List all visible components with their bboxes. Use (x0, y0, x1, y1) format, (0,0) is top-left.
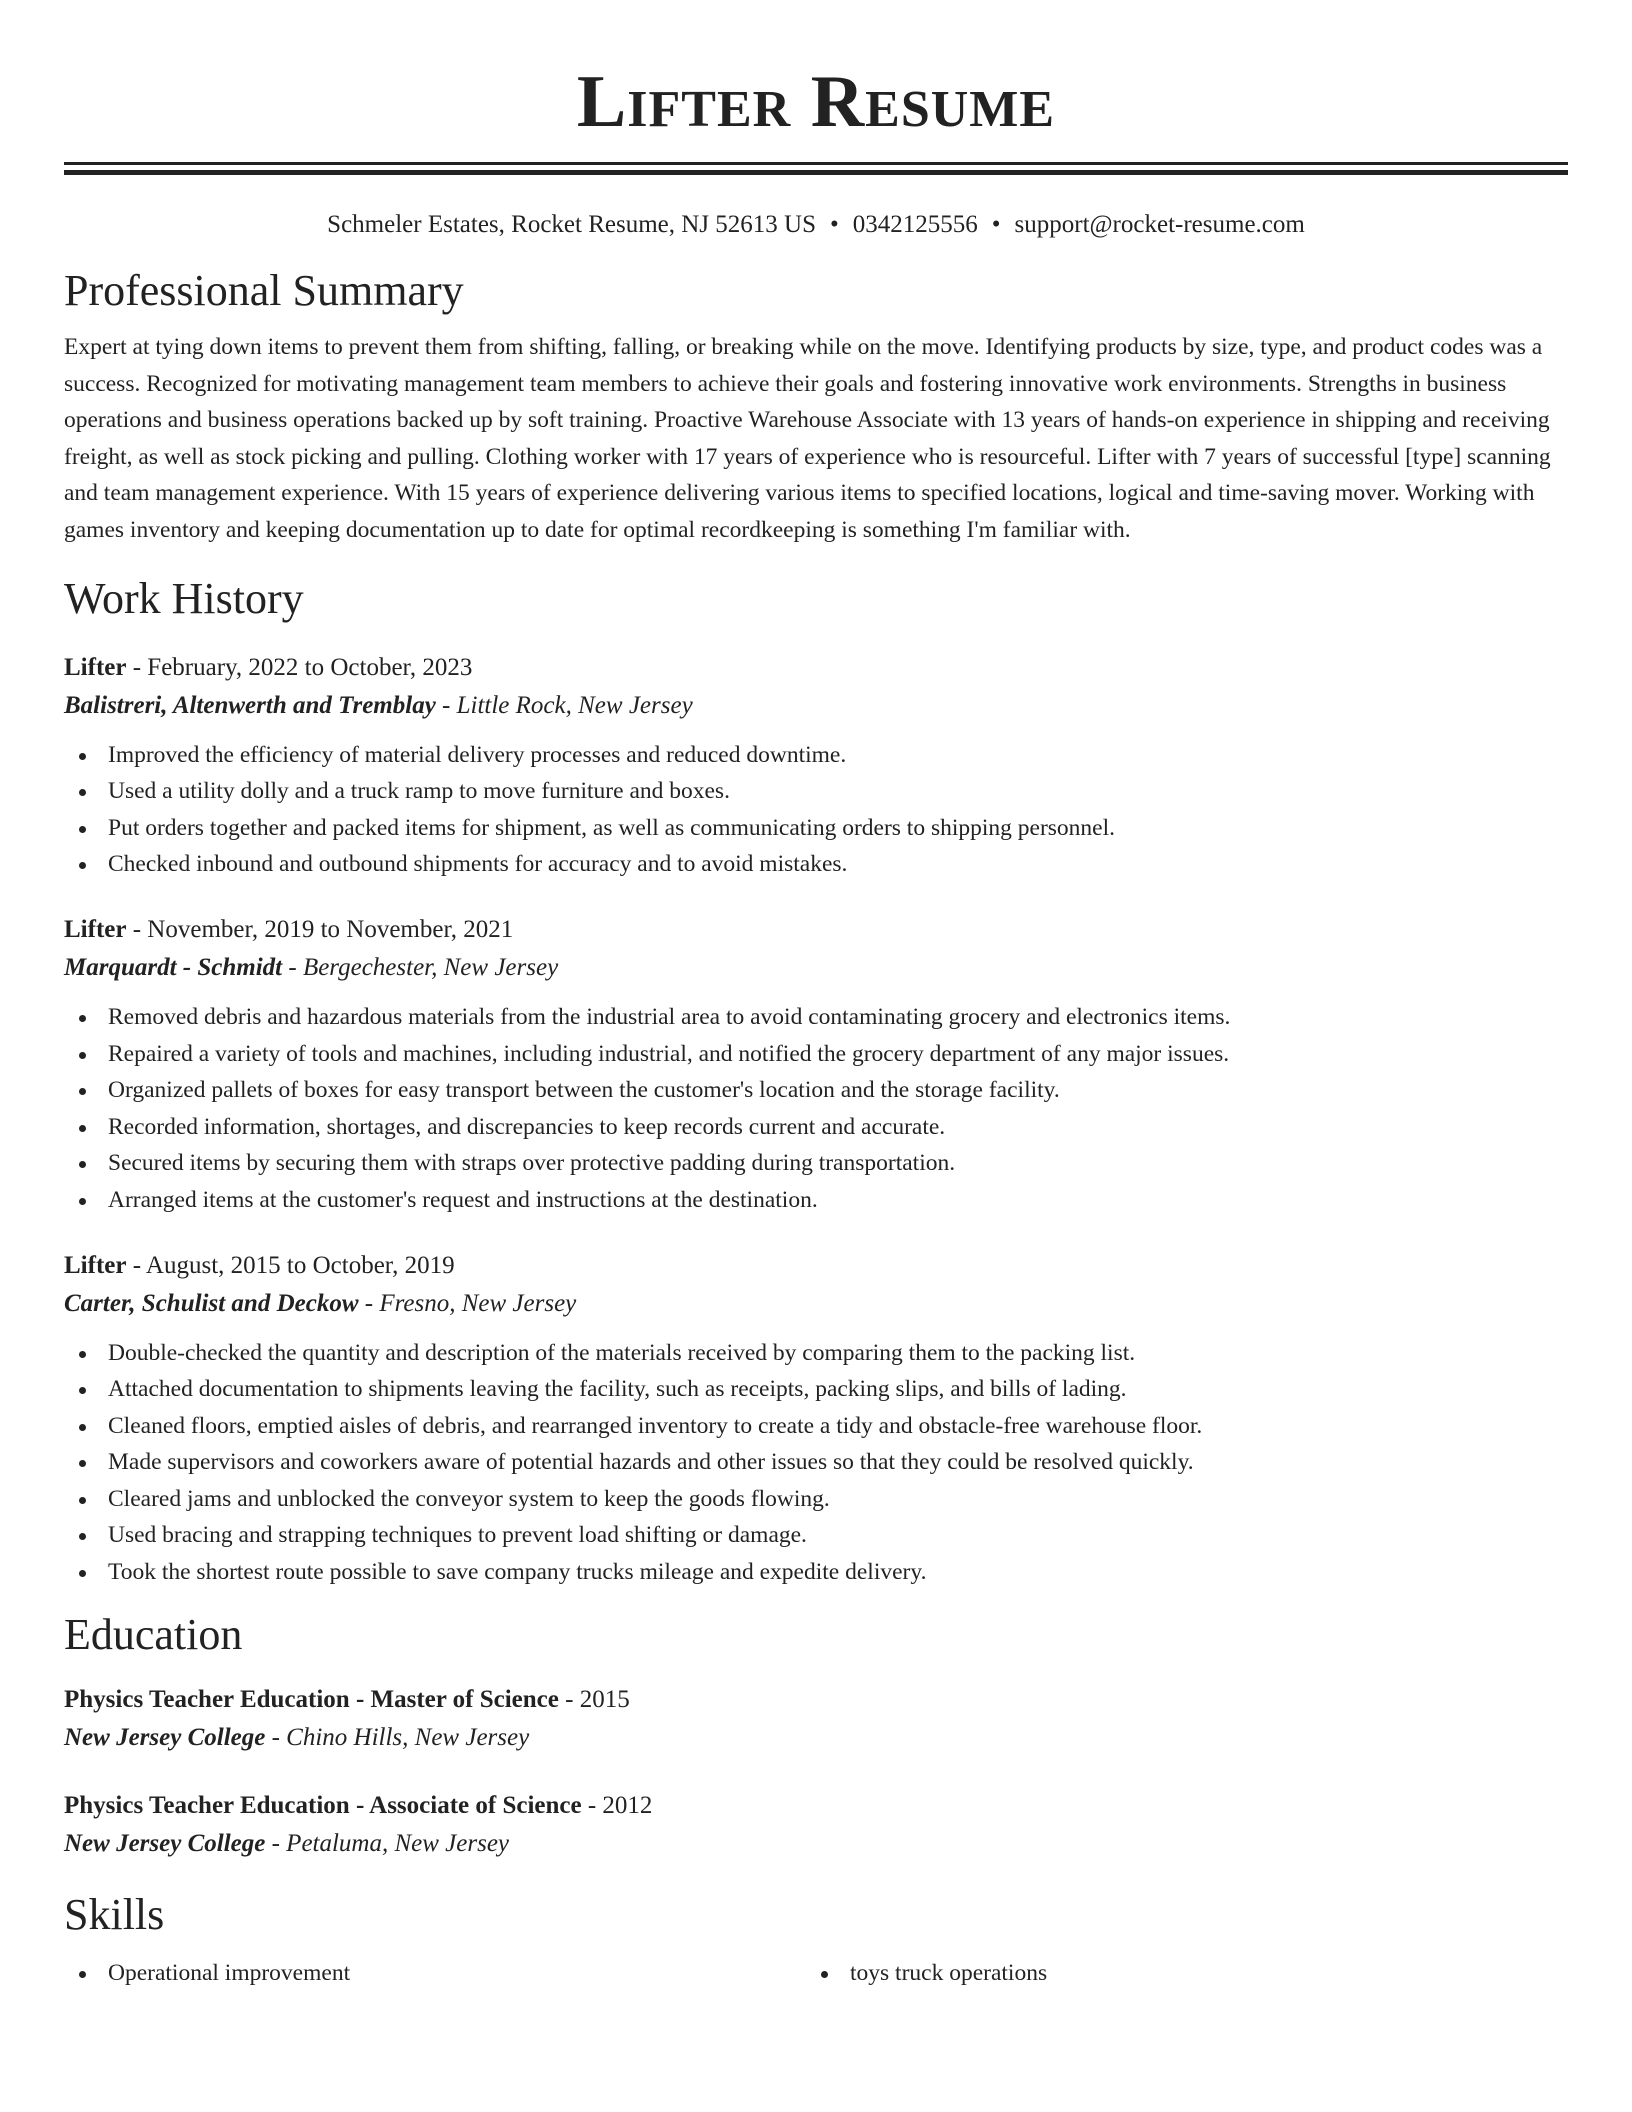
summary-text: Expert at tying down items to prevent them from shifting, falling, or breaking while on the move. Identifying products by size, type, and product codes was a success. Recognized for motivating management team members to achieve their goals and fostering innovative work environments. Strengths in business operations and business operations backed up by soft training. Proactive Warehouse Associate with 13 years of hands-on experience in shipping and receiving freight, as well as stock picking and pulling. Clothing worker with 17 years of experience who is resourceful. Lifter with 7 years of successful [type] scanning and team management experience. With 15 years of experience delivering various items to specified locations, logical and time-saving mover. Working with games inventory and keeping documentation up to date for optimal recordkeeping is something I'm familiar with. (64, 334, 1551, 543)
job-duty: Made supervisors and coworkers aware of potential hazards and other issues so that they could be resolved quickly. (64, 1444, 1568, 1481)
job-duty: Secured items by securing them with straps over protective padding during transportation. (64, 1145, 1568, 1182)
dash-separator: - (265, 1829, 287, 1857)
job-entry (64, 1247, 1568, 1591)
job-duty: Cleared jams and unblocked the conveyor system to keep the goods flowing. (64, 1481, 1568, 1518)
dash-separator: - (282, 953, 303, 981)
job-duty: Put orders together and packed items for shipment, as well as communicating orders to shipping personnel. (64, 810, 1568, 847)
job-duty: Attached documentation to shipments leaving the facility, such as receipts, packing slips, and bills of lading. (64, 1371, 1568, 1408)
job-title: Lifter (64, 653, 127, 681)
job-duties-list (64, 1335, 1568, 1591)
job-title: Lifter (64, 1251, 127, 1279)
resume-page (64, 0, 1568, 1991)
company-name: Carter, Schulist and Deckow (64, 1289, 359, 1317)
company-name: Balistreri, Altenwerth and Tremblay (64, 691, 436, 719)
job-duty: Organized pallets of boxes for easy transport between the customer's location and the storage facility. (64, 1072, 1568, 1109)
job-dates: August, 2015 to October, 2019 (145, 1251, 455, 1279)
edu-year: 2012 (602, 1791, 653, 1819)
contact-email: support@rocket-resume.com (1014, 211, 1305, 238)
contact-phone: 0342125556 (852, 211, 978, 238)
job-duty: Recorded information, shortages, and discrepancies to keep records current and accurate. (64, 1109, 1568, 1146)
school-line (64, 1825, 1568, 1863)
header-divider-thick (64, 170, 1568, 175)
skill-item: Operational improvement (64, 1955, 806, 1992)
dash-separator: - (126, 653, 148, 681)
job-duty: Used a utility dolly and a truck ramp to move furniture and boxes. (64, 773, 1568, 810)
job-duty: Double-checked the quantity and description of the materials received by comparing them to the packing list. (64, 1335, 1568, 1372)
job-duty: Used bracing and strapping techniques to prevent load shifting or damage. (64, 1517, 1568, 1554)
job-title-line (64, 649, 1568, 687)
summary-heading: Professional Summary (64, 266, 464, 315)
dash-separator: - (435, 691, 457, 719)
job-duties-list (64, 737, 1568, 883)
job-duty: Took the shortest route possible to save company trucks mileage and expedite delivery. (64, 1554, 1568, 1591)
edu-location: Chino Hills, New Jersey (286, 1723, 530, 1751)
dash-separator: - (126, 915, 148, 943)
header-divider-thin (64, 162, 1568, 165)
job-title-line (64, 911, 1568, 949)
dash-separator: - (558, 1685, 580, 1713)
skills-heading: Skills (64, 1889, 165, 1939)
job-duty: Arranged items at the customer's request and instructions at the destination. (64, 1182, 1568, 1219)
school-line (64, 1719, 1568, 1757)
company-line (64, 687, 1568, 725)
dash-separator: - (126, 1251, 146, 1279)
education-entry (64, 1681, 1568, 1757)
company-name: Marquardt - Schmidt (64, 953, 283, 981)
company-location: Little Rock, New Jersey (456, 691, 693, 719)
skills-list (64, 1955, 1568, 1992)
job-entry (64, 649, 1568, 883)
company-location: Bergechester, New Jersey (302, 953, 559, 981)
edu-year: 2015 (579, 1685, 630, 1713)
skill-item: toys truck operations (806, 1955, 1548, 1992)
job-dates: November, 2019 to November, 2021 (147, 915, 514, 943)
edu-degree: Physics Teacher Education - Master of Science (64, 1685, 559, 1713)
edu-school: New Jersey College (64, 1829, 266, 1857)
dash-separator: - (265, 1723, 287, 1751)
education-heading: Education (64, 1609, 243, 1659)
edu-degree: Physics Teacher Education - Associate of Science (64, 1791, 582, 1819)
degree-line (64, 1787, 1568, 1825)
education-entry (64, 1787, 1568, 1863)
contact-address: Schmeler Estates, Rocket Resume, NJ 52613 US (327, 211, 816, 238)
edu-school: New Jersey College (64, 1723, 266, 1751)
job-duty: Removed debris and hazardous materials from the industrial area to avoid contaminating grocery and electronics items. (64, 999, 1568, 1036)
resume-title: Lifter Resume (576, 61, 1056, 143)
job-title: Lifter (64, 915, 127, 943)
contact-separator: • (830, 211, 839, 238)
job-duty: Improved the efficiency of material delivery processes and reduced downtime. (64, 737, 1568, 774)
contact-separator: • (991, 211, 1001, 238)
job-entry (64, 911, 1568, 1219)
edu-location: Petaluma, New Jersey (286, 1829, 510, 1857)
company-location: Fresno, New Jersey (379, 1289, 577, 1317)
degree-line (64, 1681, 1568, 1719)
work-history-heading: Work History (64, 573, 304, 623)
job-duty: Cleaned floors, emptied aisles of debris, and rearranged inventory to create a tidy and obstacle-free warehouse floor. (64, 1408, 1568, 1445)
job-title-line (64, 1247, 1568, 1285)
dash-separator: - (581, 1791, 603, 1819)
job-duties-list (64, 999, 1568, 1219)
company-line (64, 1285, 1568, 1323)
company-line (64, 949, 1568, 987)
contact-line (64, 209, 1568, 241)
job-duty: Checked inbound and outbound shipments for accuracy and to avoid mistakes. (64, 846, 1568, 883)
job-dates: February, 2022 to October, 2023 (147, 653, 473, 681)
job-duty: Repaired a variety of tools and machines, including industrial, and notified the grocery department of any major issues. (64, 1036, 1568, 1073)
dash-separator: - (358, 1289, 380, 1317)
